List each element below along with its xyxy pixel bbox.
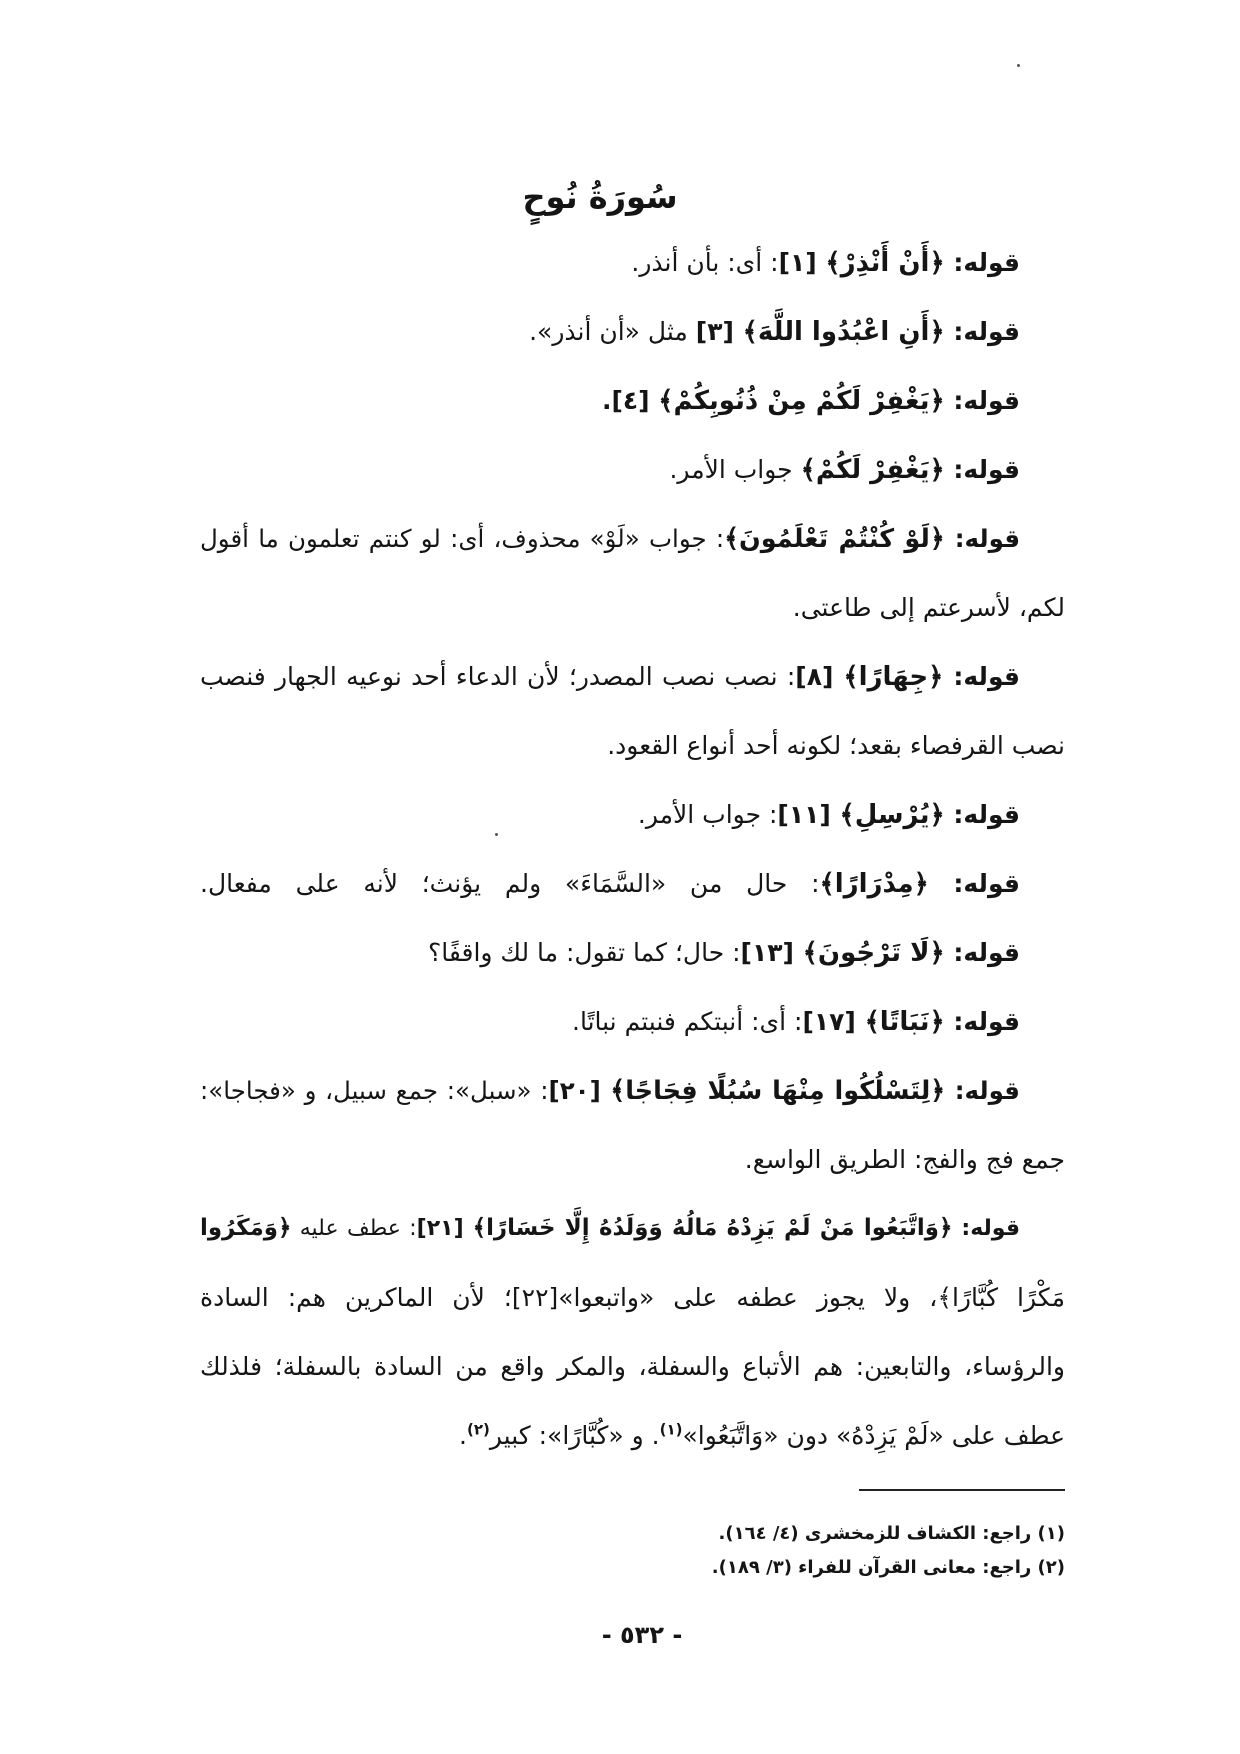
body-text: : أى: بأن أنذر. [631,248,779,277]
ayah-quote: ﴿يَغْفِرْ لَكُمْ﴾ [800,455,945,485]
body-text: جواب الأمر. [669,455,801,484]
scan-speck [1017,64,1020,67]
ayah-quote: ﴿مِدْرَارًا﴾ [819,869,929,899]
paragraph [200,228,1065,297]
body-text: لكم، لأسرعتم إلى طاعتى. [792,593,1065,622]
text-line [200,435,1065,504]
lead-word: قوله: [944,317,1020,346]
lead-word: قوله: [945,1076,1020,1105]
paragraph [200,1194,1065,1470]
body-text: نصب القرفصاء بقعد؛ لكونه أحد أنواع القعود. [607,731,1065,760]
body-text: عطف على «لَمْ يَزِدْهُ» دون «وَاتَّبَعُوا» [682,1421,1065,1450]
ayah-quote: ﴿جِهَارًا﴾ [843,662,944,692]
ayah-quote: ﴿وَمَكَرُوا [200,1215,292,1241]
paragraph [200,987,1065,1056]
footnote-text: راجع: معانى القرآن للفراء (٣/ ١٨٩). [711,1557,1038,1578]
body-text: : عطف عليه [291,1216,417,1241]
text-line [200,918,1065,987]
body-text: : حال؛ كما تقول: ما لك واقفًا؟ [427,938,741,967]
verse-ref: [٨] [795,662,844,691]
text-line [200,849,1065,918]
text-line [200,366,1065,435]
body-text: : أى: أنبتكم فنبتم نباتًا. [572,1007,803,1036]
body-text: : جواب الأمر. [637,800,778,829]
footnote-text: راجع: الكشاف للزمخشرى (٤/ ١٦٤). [718,1523,1038,1544]
text-line [200,1056,1065,1125]
footnote-ref: (٢) [467,1420,490,1439]
verse-ref: [١٣] [740,938,803,967]
lead-word: قوله: [944,1007,1020,1036]
ayah-quote: ﴿لِتَسْلُكُوا مِنْهَا سُبُلًا فِجَاجًا﴾ [610,1076,946,1106]
footnotes [365,1517,1065,1585]
paragraph [200,297,1065,366]
paragraph [200,435,1065,504]
ayah-quote: ﴿أَنْ أَنْذِرْ﴾ [825,248,945,278]
surah-title: سُورَةُ نُوحٍ [522,178,678,216]
paragraph [200,504,1065,642]
footnote-separator [859,1489,1065,1491]
lead-word: قوله: [944,248,1020,277]
paragraph [200,642,1065,780]
ayah-quote: ﴿يَغْفِرْ لَكُمْ مِنْ ذُنُوبِكُمْ﴾ [658,386,945,416]
footnote-number: (١) [1037,1523,1065,1544]
body-text: . و «كُبَّارًا»: كبير [489,1421,660,1450]
lead-word: قوله: [944,455,1020,484]
text-line [200,573,1065,642]
main-text [200,228,1065,1470]
text-line [200,1263,1065,1332]
body-text: والرؤساء، والتابعين: هم الأتباع والسفلة، والمكر واقع من السادة بالسفلة؛ فلذلك [200,1352,1065,1381]
verse-ref: [١١] [777,800,840,829]
lead-word: قوله: [944,800,1020,829]
footnote [365,1517,1065,1551]
paragraph [200,366,1065,435]
ayah-quote: ﴿نَبَاتًا﴾ [864,1007,945,1037]
footnote-ref: (١) [659,1420,683,1439]
text-line [200,504,1065,573]
ayah-quote: ﴿يُرْسِلِ﴾ [839,800,945,830]
verse-ref: [١٧] [802,1007,865,1036]
ayah-quote: ﴿لَا تَرْجُونَ﴾ [802,938,945,968]
body-text: . [459,1421,467,1450]
lead-word: قوله: [928,869,1020,898]
paragraph [200,780,1065,849]
lead-word: قوله: [944,386,1020,415]
lead-word: قوله: [943,662,1020,691]
paragraph [200,1056,1065,1194]
text-line [200,1401,1065,1470]
text-line [200,297,1065,366]
footnote-number: (٢) [1037,1557,1065,1578]
verse-ref: [١] [778,248,826,277]
page-number: - ٥٣٢ - [601,1621,683,1649]
text-line [200,711,1065,780]
verse-ref: [٢٠] [548,1076,611,1105]
lead-word: قوله: [952,1216,1020,1241]
lead-word: قوله: [944,524,1020,553]
body-text: : حال من «السَّمَاءَ» ولم يؤنث؛ لأنه على مفعال. [200,869,820,898]
body-text: مثل «أن أنذر». [529,317,696,346]
text-line [200,1125,1065,1194]
text-line [200,987,1065,1056]
ayah-quote: ﴿لَوْ كُنْتُمْ تَعْلَمُونَ﴾ [724,524,945,554]
text-line [200,228,1065,297]
lead-word: قوله: [944,938,1020,967]
ayah-quote: ﴿وَاتَّبَعُوا مَنْ لَمْ يَزِدْهُ مَالُهُ وَوَلَدُهُ إِلَّا خَسَارًا﴾ [472,1215,953,1241]
paragraph [200,849,1065,918]
paragraph [200,918,1065,987]
verse-ref: [٢١] [416,1216,473,1241]
ayah-quote: ﴿أَنِ اعْبُدُوا اللَّهَ﴾ [742,317,945,347]
footnote [365,1551,1065,1585]
text-line [200,1332,1065,1401]
body-text: مَكْرًا كُبَّارًا﴾، ولا يجوز عطفه على «واتبعوا»[٢٢]؛ لأن الماكرين هم: السادة [200,1283,1065,1312]
text-line [200,642,1065,711]
body-text: جمع فج والفج: الطريق الواسع. [744,1145,1065,1174]
body-text: : نصب نصب المصدر؛ لأن الدعاء أحد نوعيه الجهار فنصب [200,662,796,691]
verse-ref: [٤]. [601,386,659,415]
verse-ref: [٣] [695,317,743,346]
body-text: : جواب «لَوْ» محذوف، أى: لو كنتم تعلمون ما أقول [200,524,725,553]
text-line [200,780,1065,849]
body-text: : «سبل»: جمع سبيل، و «فجاجا»: [200,1076,549,1105]
text-line [200,1194,1065,1263]
